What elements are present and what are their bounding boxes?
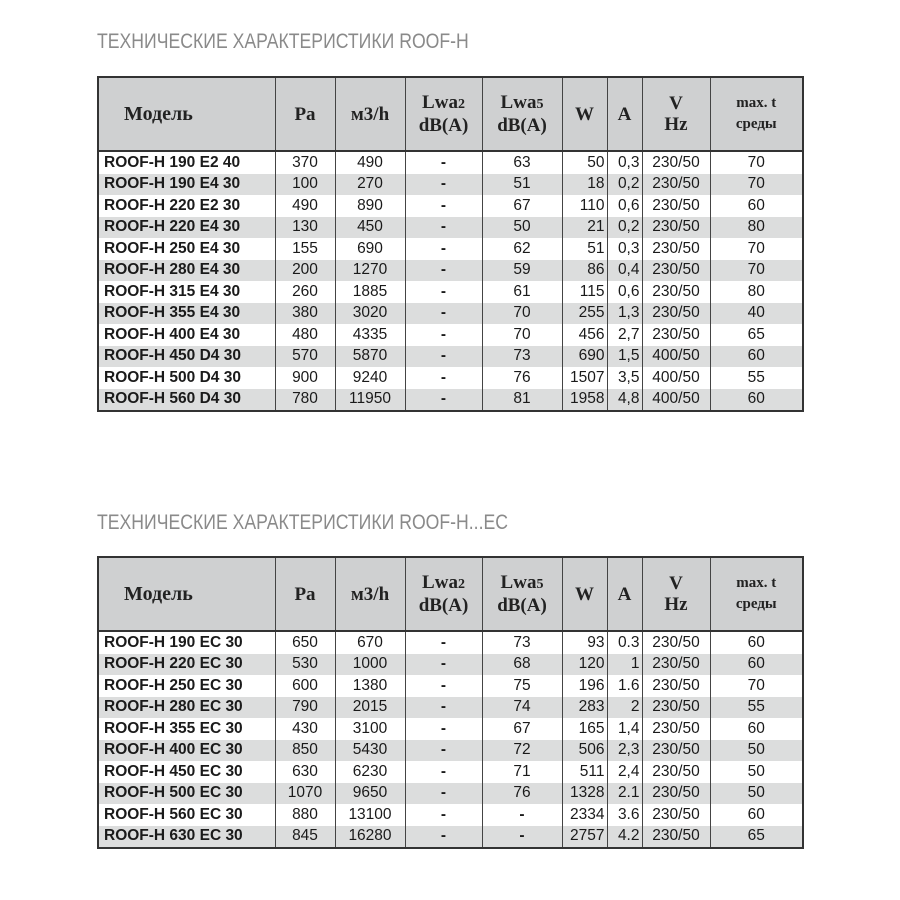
cell-lwa2: - xyxy=(405,761,482,783)
cell-a: 0,3 xyxy=(607,238,642,260)
col-header-lwa2 xyxy=(405,77,482,151)
cell-lwa2: - xyxy=(405,260,482,282)
cell-v-hz: 230/50 xyxy=(642,826,710,849)
cell-max-temp: 80 xyxy=(710,217,803,239)
col-header-pa: Pa xyxy=(275,557,335,631)
cell-w: 86 xyxy=(562,260,607,282)
cell-v-hz: 230/50 xyxy=(642,804,710,826)
cell-max-temp: 65 xyxy=(710,324,803,346)
cell-max-temp: 60 xyxy=(710,718,803,740)
cell-a: 3.6 xyxy=(607,804,642,826)
table-row xyxy=(98,151,803,174)
col-header-a: A xyxy=(607,77,642,151)
cell-m3h: 270 xyxy=(335,174,405,196)
cell-pa: 570 xyxy=(275,346,335,368)
cell-model: ROOF-H 355 EC 30 xyxy=(98,718,275,740)
cell-lwa5: 73 xyxy=(482,346,562,368)
table-body xyxy=(98,151,803,411)
cell-pa: 130 xyxy=(275,217,335,239)
cell-a: 2,3 xyxy=(607,740,642,762)
table-row xyxy=(98,281,803,303)
table-row xyxy=(98,195,803,217)
cell-a: 2 xyxy=(607,697,642,719)
lwa5-label: Lwa xyxy=(500,572,537,593)
table-row xyxy=(98,174,803,196)
cell-lwa2: - xyxy=(405,217,482,239)
cell-m3h: 4335 xyxy=(335,324,405,346)
lwa5-label: Lwa xyxy=(500,92,537,113)
table-row xyxy=(98,718,803,740)
cell-pa: 790 xyxy=(275,697,335,719)
max-t-label: max. t xyxy=(736,95,777,111)
col-header-v-hz xyxy=(642,77,710,151)
cell-w: 165 xyxy=(562,718,607,740)
cell-pa: 880 xyxy=(275,804,335,826)
cell-pa: 900 xyxy=(275,367,335,389)
col-header-lwa2 xyxy=(405,557,482,631)
cell-w: 18 xyxy=(562,174,607,196)
cell-lwa2: - xyxy=(405,783,482,805)
cell-pa: 630 xyxy=(275,761,335,783)
cell-a: 1,4 xyxy=(607,718,642,740)
cell-pa: 1070 xyxy=(275,783,335,805)
cell-lwa2: - xyxy=(405,303,482,325)
cell-max-temp: 80 xyxy=(710,281,803,303)
cell-w: 115 xyxy=(562,281,607,303)
cell-a: 4.2 xyxy=(607,826,642,849)
cell-m3h: 450 xyxy=(335,217,405,239)
cell-m3h: 890 xyxy=(335,195,405,217)
cell-pa: 850 xyxy=(275,740,335,762)
cell-w: 21 xyxy=(562,217,607,239)
cell-lwa5: 72 xyxy=(482,740,562,762)
cell-max-temp: 70 xyxy=(710,260,803,282)
cell-lwa2: - xyxy=(405,804,482,826)
cell-lwa2: - xyxy=(405,324,482,346)
cell-lwa5: 70 xyxy=(482,303,562,325)
cell-a: 0,2 xyxy=(607,217,642,239)
cell-pa: 780 xyxy=(275,389,335,412)
cell-m3h: 13100 xyxy=(335,804,405,826)
cell-a: 1 xyxy=(607,654,642,676)
cell-model: ROOF-H 190 E2 40 xyxy=(98,151,275,174)
cell-max-temp: 60 xyxy=(710,195,803,217)
cell-a: 0,6 xyxy=(607,281,642,303)
cell-v-hz: 230/50 xyxy=(642,654,710,676)
cell-max-temp: 70 xyxy=(710,675,803,697)
col-header-v-hz xyxy=(642,557,710,631)
table-row xyxy=(98,740,803,762)
section-title-roof-h: ТЕХНИЧЕСКИЕ ХАРАКТЕРИСТИКИ ROOF-H xyxy=(97,30,469,53)
cell-v-hz: 230/50 xyxy=(642,195,710,217)
cell-v-hz: 400/50 xyxy=(642,389,710,412)
cell-max-temp: 60 xyxy=(710,346,803,368)
cell-lwa5: 74 xyxy=(482,697,562,719)
spec-table-roof-h-ec xyxy=(97,556,804,849)
cell-pa: 380 xyxy=(275,303,335,325)
cell-model: ROOF-H 220 E2 30 xyxy=(98,195,275,217)
cell-a: 0,4 xyxy=(607,260,642,282)
cell-w: 456 xyxy=(562,324,607,346)
cell-m3h: 1885 xyxy=(335,281,405,303)
col-header-model: Модель xyxy=(98,77,275,151)
cell-pa: 530 xyxy=(275,654,335,676)
cell-a: 0.3 xyxy=(607,631,642,654)
cell-lwa2: - xyxy=(405,281,482,303)
cell-model: ROOF-H 500 D4 30 xyxy=(98,367,275,389)
cell-max-temp: 55 xyxy=(710,367,803,389)
cell-a: 0,3 xyxy=(607,151,642,174)
table-row xyxy=(98,303,803,325)
cell-lwa5: 51 xyxy=(482,174,562,196)
cell-w: 110 xyxy=(562,195,607,217)
cell-lwa2: - xyxy=(405,346,482,368)
cell-max-temp: 40 xyxy=(710,303,803,325)
table-row xyxy=(98,238,803,260)
lwa2-label: Lwa xyxy=(422,572,458,593)
col-header-lwa5 xyxy=(482,77,562,151)
table-row xyxy=(98,697,803,719)
cell-max-temp: 60 xyxy=(710,631,803,654)
cell-m3h: 9240 xyxy=(335,367,405,389)
medium-label: среды xyxy=(735,596,777,612)
cell-w: 51 xyxy=(562,238,607,260)
cell-v-hz: 230/50 xyxy=(642,783,710,805)
lwa2-unit: dB(A) xyxy=(418,595,469,616)
cell-max-temp: 50 xyxy=(710,740,803,762)
cell-w: 255 xyxy=(562,303,607,325)
cell-lwa2: - xyxy=(405,718,482,740)
cell-w: 1328 xyxy=(562,783,607,805)
table-row xyxy=(98,324,803,346)
cell-v-hz: 230/50 xyxy=(642,217,710,239)
col-header-w: W xyxy=(562,77,607,151)
cell-lwa5: 73 xyxy=(482,631,562,654)
cell-model: ROOF-H 250 EC 30 xyxy=(98,675,275,697)
table-body xyxy=(98,631,803,848)
cell-w: 511 xyxy=(562,761,607,783)
cell-v-hz: 230/50 xyxy=(642,740,710,762)
cell-a: 0,2 xyxy=(607,174,642,196)
cell-m3h: 1380 xyxy=(335,675,405,697)
cell-model: ROOF-H 250 E4 30 xyxy=(98,238,275,260)
cell-model: ROOF-H 220 EC 30 xyxy=(98,654,275,676)
cell-lwa2: - xyxy=(405,654,482,676)
cell-m3h: 1270 xyxy=(335,260,405,282)
cell-v-hz: 230/50 xyxy=(642,281,710,303)
cell-w: 2334 xyxy=(562,804,607,826)
cell-m3h: 5870 xyxy=(335,346,405,368)
cell-v-hz: 230/50 xyxy=(642,303,710,325)
cell-model: ROOF-H 560 D4 30 xyxy=(98,389,275,412)
cell-max-temp: 55 xyxy=(710,697,803,719)
lwa2-index: 2 xyxy=(457,97,465,112)
table-header xyxy=(98,77,803,151)
col-header-a: A xyxy=(607,557,642,631)
cell-lwa5: 50 xyxy=(482,217,562,239)
table-row xyxy=(98,346,803,368)
cell-m3h: 490 xyxy=(335,151,405,174)
cell-lwa2: - xyxy=(405,697,482,719)
cell-lwa5: 68 xyxy=(482,654,562,676)
lwa2-index: 2 xyxy=(457,577,465,592)
cell-v-hz: 230/50 xyxy=(642,761,710,783)
cell-m3h: 3020 xyxy=(335,303,405,325)
table-row xyxy=(98,783,803,805)
cell-pa: 600 xyxy=(275,675,335,697)
cell-lwa2: - xyxy=(405,631,482,654)
col-header-max-temp xyxy=(710,77,803,151)
cell-pa: 155 xyxy=(275,238,335,260)
cell-m3h: 690 xyxy=(335,238,405,260)
cell-v-hz: 230/50 xyxy=(642,260,710,282)
cell-v-hz: 400/50 xyxy=(642,346,710,368)
col-header-m3h: м3/h xyxy=(335,557,405,631)
col-header-max-temp xyxy=(710,557,803,631)
lwa5-unit: dB(A) xyxy=(497,115,547,136)
col-header-w: W xyxy=(562,557,607,631)
cell-lwa5: 62 xyxy=(482,238,562,260)
lwa5-index: 5 xyxy=(536,97,544,112)
cell-model: ROOF-H 560 EC 30 xyxy=(98,804,275,826)
lwa5-unit: dB(A) xyxy=(497,595,547,616)
cell-a: 1,5 xyxy=(607,346,642,368)
cell-model: ROOF-H 630 EC 30 xyxy=(98,826,275,849)
cell-lwa5: 63 xyxy=(482,151,562,174)
cell-v-hz: 230/50 xyxy=(642,151,710,174)
cell-lwa5: 81 xyxy=(482,389,562,412)
cell-lwa2: - xyxy=(405,826,482,849)
cell-lwa5: 71 xyxy=(482,761,562,783)
cell-w: 93 xyxy=(562,631,607,654)
table-row xyxy=(98,260,803,282)
cell-max-temp: 70 xyxy=(710,174,803,196)
cell-pa: 100 xyxy=(275,174,335,196)
cell-model: ROOF-H 500 EC 30 xyxy=(98,783,275,805)
cell-lwa2: - xyxy=(405,675,482,697)
cell-max-temp: 60 xyxy=(710,389,803,412)
cell-a: 2,7 xyxy=(607,324,642,346)
cell-max-temp: 50 xyxy=(710,761,803,783)
cell-lwa2: - xyxy=(405,238,482,260)
cell-model: ROOF-H 280 EC 30 xyxy=(98,697,275,719)
table-row xyxy=(98,675,803,697)
table-row xyxy=(98,826,803,849)
cell-m3h: 11950 xyxy=(335,389,405,412)
cell-lwa5: 61 xyxy=(482,281,562,303)
cell-v-hz: 230/50 xyxy=(642,238,710,260)
spec-table-roof-h xyxy=(97,76,804,412)
cell-w: 690 xyxy=(562,346,607,368)
cell-a: 1.6 xyxy=(607,675,642,697)
lwa5-index: 5 xyxy=(536,577,544,592)
max-t-label: max. t xyxy=(736,575,777,591)
cell-lwa5: 70 xyxy=(482,324,562,346)
cell-w: 50 xyxy=(562,151,607,174)
cell-model: ROOF-H 400 EC 30 xyxy=(98,740,275,762)
cell-m3h: 3100 xyxy=(335,718,405,740)
cell-v-hz: 230/50 xyxy=(642,718,710,740)
cell-a: 2.1 xyxy=(607,783,642,805)
cell-max-temp: 60 xyxy=(710,654,803,676)
cell-pa: 430 xyxy=(275,718,335,740)
cell-pa: 650 xyxy=(275,631,335,654)
col-header-model: Модель xyxy=(98,557,275,631)
cell-lwa5: 76 xyxy=(482,367,562,389)
cell-max-temp: 70 xyxy=(710,151,803,174)
cell-model: ROOF-H 190 EC 30 xyxy=(98,631,275,654)
cell-lwa2: - xyxy=(405,195,482,217)
cell-m3h: 2015 xyxy=(335,697,405,719)
lwa2-unit: dB(A) xyxy=(418,115,469,136)
cell-w: 1507 xyxy=(562,367,607,389)
col-header-m3h: м3/h xyxy=(335,77,405,151)
cell-pa: 845 xyxy=(275,826,335,849)
v-label: V xyxy=(669,93,683,114)
cell-model: ROOF-H 220 E4 30 xyxy=(98,217,275,239)
medium-label: среды xyxy=(735,116,777,132)
cell-v-hz: 230/50 xyxy=(642,631,710,654)
hz-label: Hz xyxy=(664,114,688,135)
cell-pa: 200 xyxy=(275,260,335,282)
cell-m3h: 5430 xyxy=(335,740,405,762)
cell-w: 1958 xyxy=(562,389,607,412)
cell-max-temp: 70 xyxy=(710,238,803,260)
cell-m3h: 9650 xyxy=(335,783,405,805)
cell-lwa2: - xyxy=(405,389,482,412)
cell-w: 120 xyxy=(562,654,607,676)
cell-max-temp: 50 xyxy=(710,783,803,805)
cell-v-hz: 230/50 xyxy=(642,174,710,196)
cell-model: ROOF-H 190 E4 30 xyxy=(98,174,275,196)
cell-lwa5: - xyxy=(482,804,562,826)
cell-w: 283 xyxy=(562,697,607,719)
cell-m3h: 6230 xyxy=(335,761,405,783)
cell-v-hz: 230/50 xyxy=(642,675,710,697)
cell-max-temp: 60 xyxy=(710,804,803,826)
cell-a: 1,3 xyxy=(607,303,642,325)
cell-pa: 480 xyxy=(275,324,335,346)
cell-w: 506 xyxy=(562,740,607,762)
cell-max-temp: 65 xyxy=(710,826,803,849)
cell-a: 0,6 xyxy=(607,195,642,217)
cell-lwa2: - xyxy=(405,174,482,196)
cell-model: ROOF-H 450 D4 30 xyxy=(98,346,275,368)
cell-model: ROOF-H 355 E4 30 xyxy=(98,303,275,325)
cell-pa: 260 xyxy=(275,281,335,303)
v-label: V xyxy=(669,573,683,594)
cell-pa: 490 xyxy=(275,195,335,217)
hz-label: Hz xyxy=(664,594,688,615)
cell-lwa5: 67 xyxy=(482,195,562,217)
lwa2-label: Lwa xyxy=(422,92,458,113)
cell-v-hz: 400/50 xyxy=(642,367,710,389)
cell-lwa2: - xyxy=(405,740,482,762)
cell-model: ROOF-H 400 E4 30 xyxy=(98,324,275,346)
table-header xyxy=(98,557,803,631)
table-row xyxy=(98,654,803,676)
table-row xyxy=(98,804,803,826)
cell-m3h: 16280 xyxy=(335,826,405,849)
cell-w: 2757 xyxy=(562,826,607,849)
cell-m3h: 1000 xyxy=(335,654,405,676)
cell-model: ROOF-H 280 E4 30 xyxy=(98,260,275,282)
table-row xyxy=(98,367,803,389)
cell-v-hz: 230/50 xyxy=(642,697,710,719)
col-header-lwa5 xyxy=(482,557,562,631)
cell-lwa2: - xyxy=(405,367,482,389)
cell-a: 2,4 xyxy=(607,761,642,783)
cell-v-hz: 230/50 xyxy=(642,324,710,346)
cell-model: ROOF-H 450 EC 30 xyxy=(98,761,275,783)
cell-lwa5: 67 xyxy=(482,718,562,740)
section-title-roof-h-ec: ТЕХНИЧЕСКИЕ ХАРАКТЕРИСТИКИ ROOF-H...EC xyxy=(97,511,508,534)
cell-lwa5: 76 xyxy=(482,783,562,805)
table-row xyxy=(98,217,803,239)
col-header-pa: Pa xyxy=(275,77,335,151)
table-row xyxy=(98,631,803,654)
cell-lwa2: - xyxy=(405,151,482,174)
cell-pa: 370 xyxy=(275,151,335,174)
cell-w: 196 xyxy=(562,675,607,697)
cell-m3h: 670 xyxy=(335,631,405,654)
cell-a: 3,5 xyxy=(607,367,642,389)
cell-lwa5: 59 xyxy=(482,260,562,282)
table-row xyxy=(98,389,803,412)
cell-a: 4,8 xyxy=(607,389,642,412)
cell-lwa5: - xyxy=(482,826,562,849)
cell-lwa5: 75 xyxy=(482,675,562,697)
table-row xyxy=(98,761,803,783)
cell-model: ROOF-H 315 E4 30 xyxy=(98,281,275,303)
